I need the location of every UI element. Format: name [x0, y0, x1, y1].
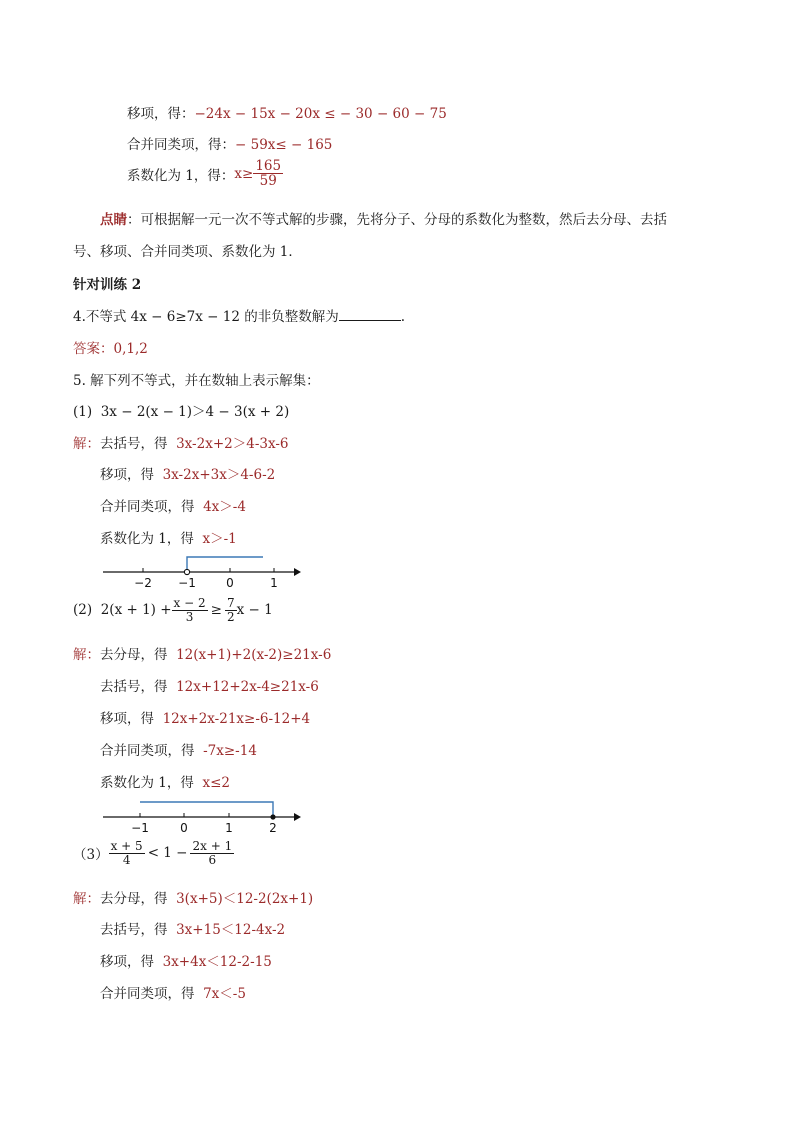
number-line-2-label-3: 2 [269, 821, 277, 835]
part-3-step-3: 移项，得 3x+4x＜12-2-15 [100, 954, 272, 970]
prev-step-combine: 合并同类项，得：− 59x≤ − 165 [127, 137, 333, 153]
number-line-2-label-2: 1 [225, 821, 233, 835]
part-3-step-1: 解：去分母，得 3(x+5)＜12-2(2x+1) [73, 891, 314, 907]
part-3-step-4: 合并同类项，得 7x＜-5 [100, 986, 246, 1002]
part-1-step-4: 系数化为 1，得 x＞-1 [100, 531, 237, 547]
part-1-step-1: 解：去括号，得 3x-2x+2＞4-3x-6 [73, 436, 289, 452]
number-line-2-solution-bracket [140, 802, 273, 817]
part-2-step-1: 解：去分母，得 12(x+1)+2(x-2)≥21x-6 [73, 647, 332, 663]
number-line-1-label-0: −2 [134, 576, 152, 590]
number-line-1-label-2: 0 [226, 576, 234, 590]
part-3-fraction-1: $\frac{x + 5}{4}$ [110, 839, 143, 867]
prev-step-coef: 系数化为 1，得： x≥ $\frac{165}{59}$ [127, 158, 282, 190]
part-2-step-2: 去括号，得 12x+12+2x-4≥21x-6 [100, 679, 319, 695]
part-2-step-5: 系数化为 1，得 x≤2 [100, 775, 230, 791]
note-line-1: 点睛：可根据解一元一次不等式解的步骤，先将分子、分母的系数化为整数，然后去分母、去括 [100, 212, 667, 228]
part-2-fraction-2: $\frac{7}{2}$ [226, 596, 235, 624]
answer-blank [339, 307, 401, 321]
part-2-step-4: 合并同类项，得 -7x≥-14 [100, 743, 257, 759]
part-2-step-3: 移项，得 12x+2x-21x≥-6-12+4 [100, 711, 311, 727]
part-3-problem: （3） $\frac{x + 5}{4}$ < 1 − $\frac{2x + 1}{6}$ [73, 839, 233, 867]
prev-step-move-expr: −24x − 15x − 20x ≤ − 30 − 60 − 75 [194, 106, 447, 122]
question-4: 4.不等式 4x − 6≥7x − 12 的非负整数解为 . [73, 309, 406, 325]
note-line-2: 号、移项、合并同类项、系数化为 1． [73, 244, 302, 260]
prev-step-move: 移项，得：−24x − 15x − 20x ≤ − 30 − 60 − 75 [127, 106, 447, 122]
number-line-1-label-1: −1 [178, 576, 196, 590]
part-1-problem: (1) 3x − 2(x − 1)＞4 − 3(x + 2) [73, 404, 290, 420]
prev-step-coef-fraction: $\frac{165}{59}$ [255, 158, 282, 190]
part-2-fraction-1: $\frac{x - 2}{3}$ [173, 596, 206, 624]
part-1-step-2: 移项，得 3x-2x+3x＞4-6-2 [100, 467, 276, 483]
number-line-2-label-1: 0 [180, 821, 188, 835]
number-line-2-arrow [294, 813, 301, 821]
number-line-1-open-point [184, 569, 189, 574]
part-3-step-2: 去括号，得 3x+15＜12-4x-2 [100, 922, 286, 938]
number-line-2 [95, 795, 310, 837]
part-2-problem: (2) 2(x + 1) + $\frac{x - 2}{3}$ ≥ $\frac{7}{2}$ x − 1 [73, 596, 273, 624]
section-title: 针对训练 2 [73, 277, 142, 293]
part-1-step-3: 合并同类项，得 4x＞-4 [100, 499, 246, 515]
note-label: 点睛 [100, 212, 127, 228]
part-3-fraction-2: $\frac{2x + 1}{6}$ [192, 839, 233, 867]
number-line-1-solution-bracket [187, 557, 263, 572]
number-line-1 [95, 550, 310, 592]
number-line-2-label-0: −1 [131, 821, 149, 835]
question-5-title: 5. 解下列不等式，并在数轴上表示解集： [73, 373, 320, 389]
number-line-1-arrow [294, 568, 301, 576]
number-line-1-label-3: 1 [270, 576, 278, 590]
question-4-answer: 答案：0,1,2 [73, 341, 148, 357]
number-line-2-closed-point [270, 814, 275, 819]
prev-step-combine-expr: − 59x≤ − 165 [235, 137, 333, 153]
